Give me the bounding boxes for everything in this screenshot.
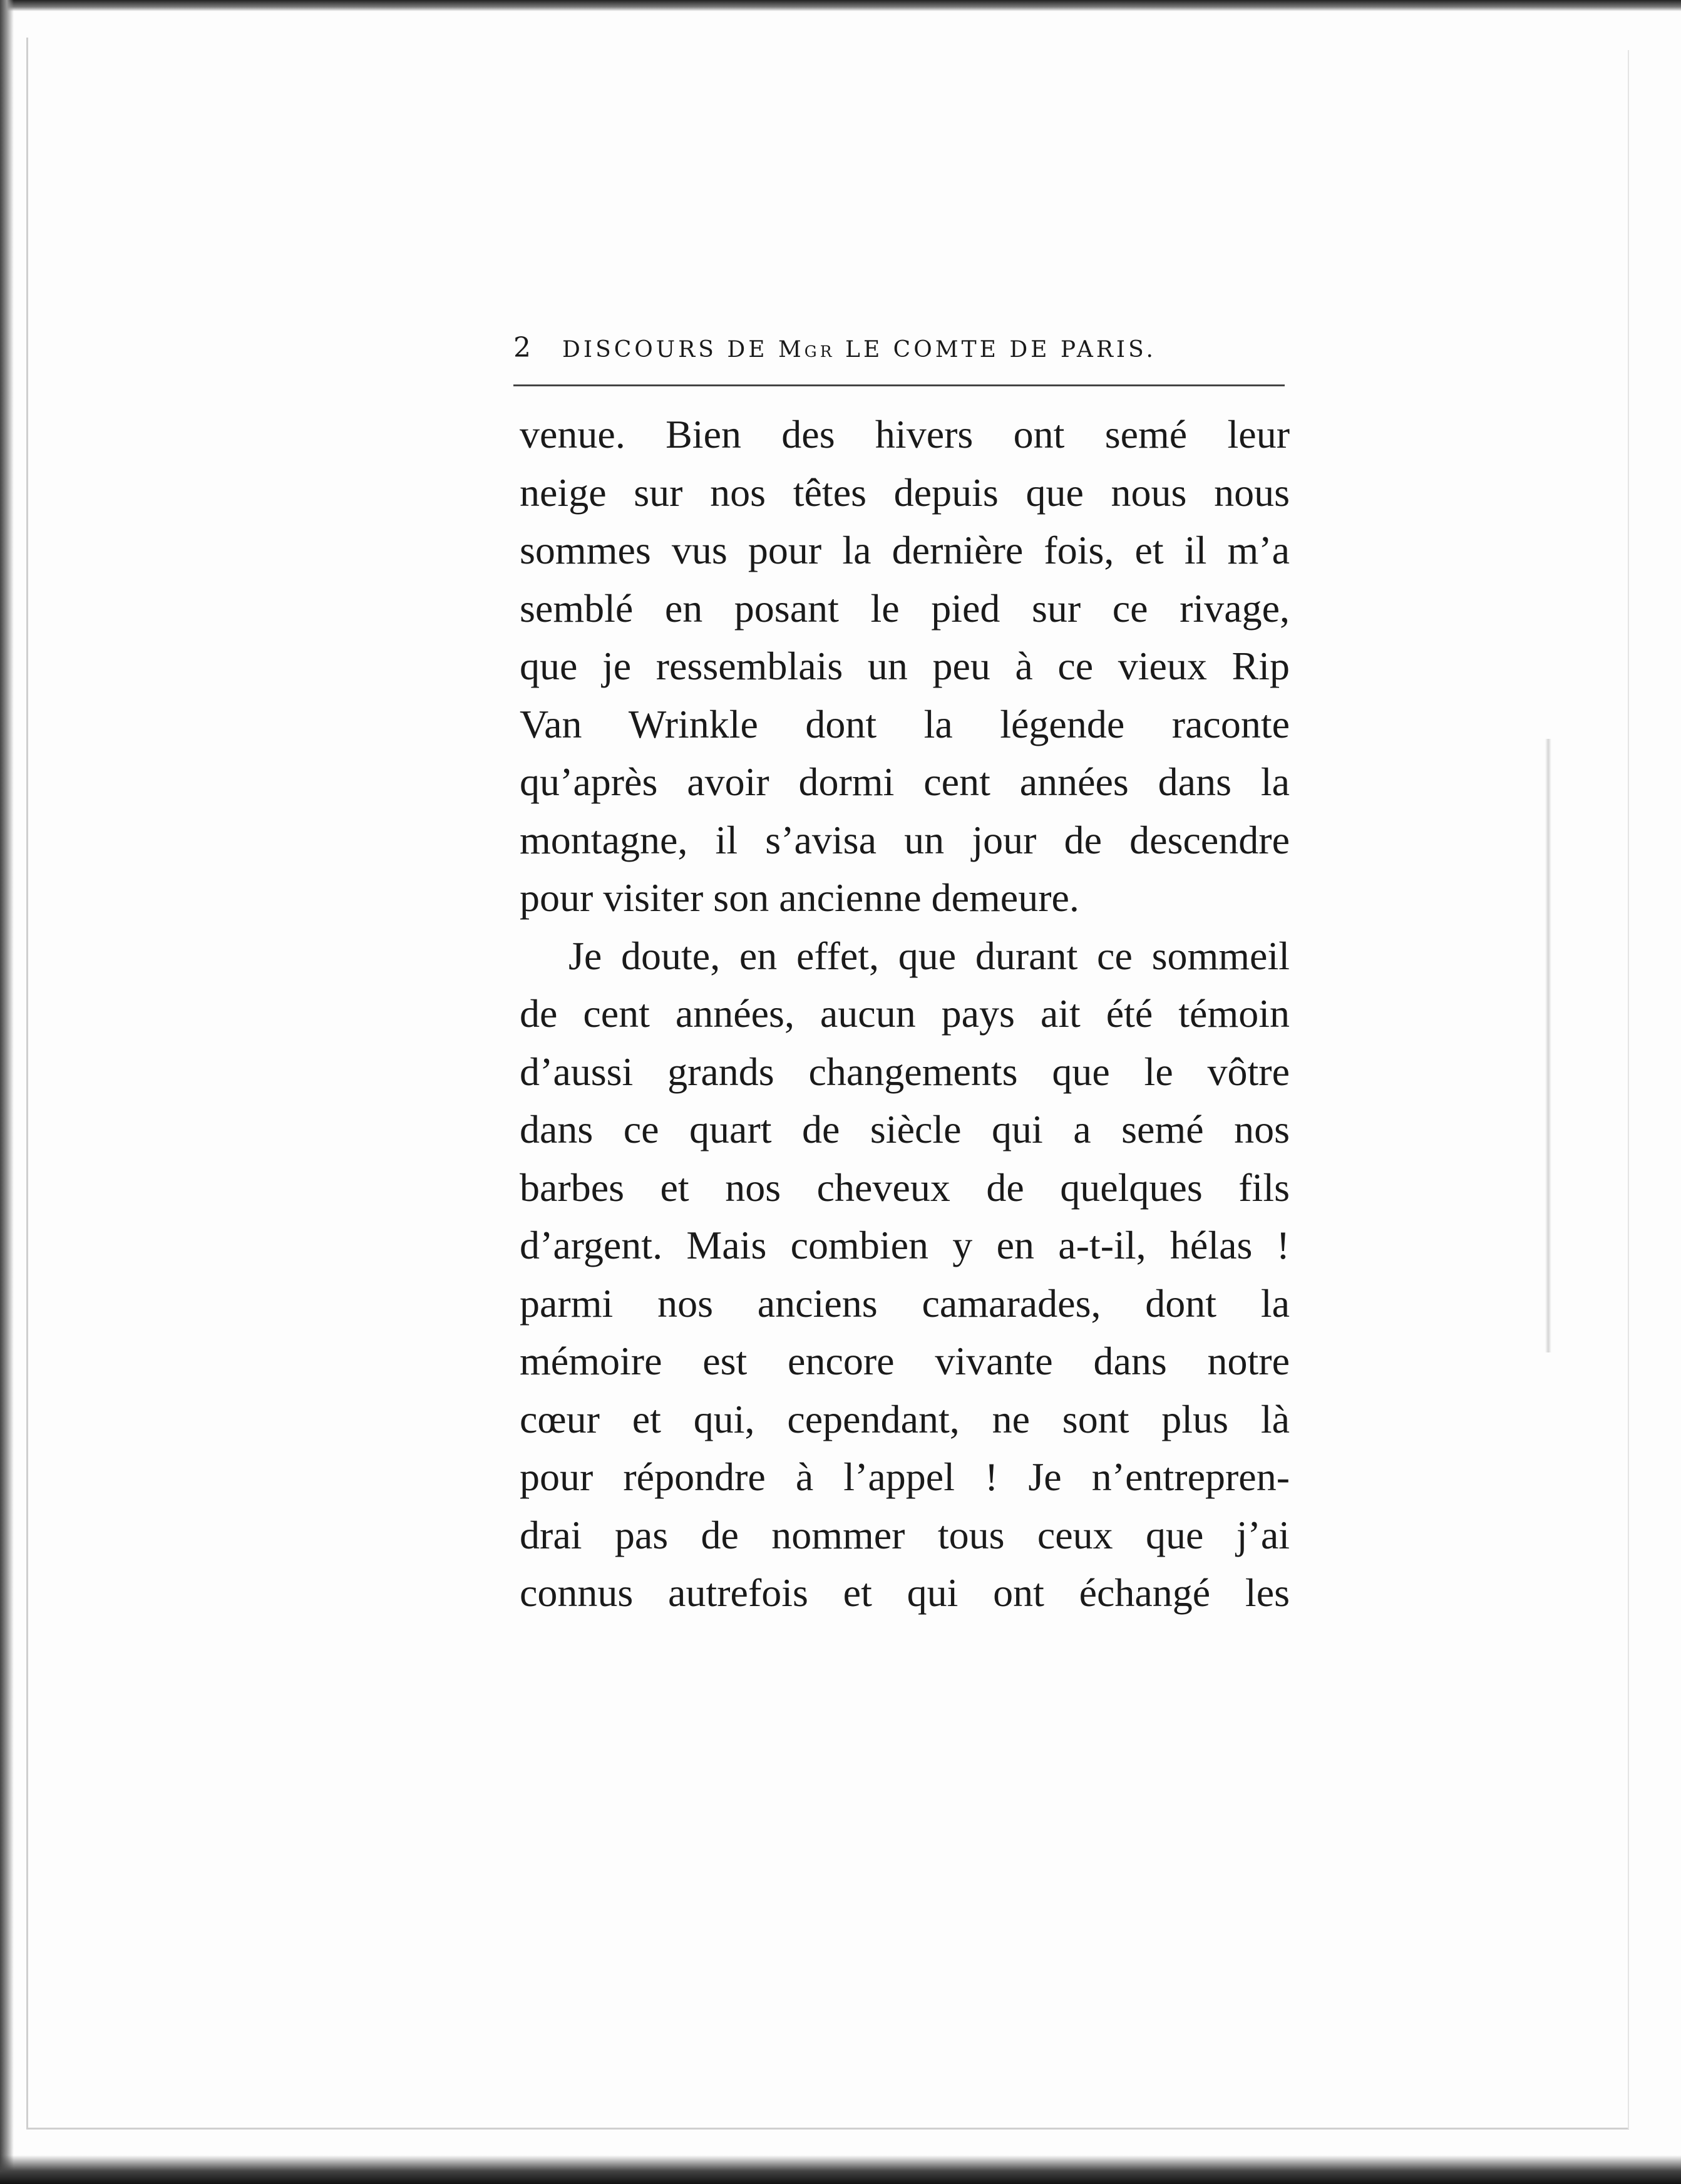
text-line: qu’après avoir dormi cent années dans la — [520, 760, 1290, 804]
text-line: que je ressemblais un peu à ce vieux Rip — [520, 644, 1290, 688]
text-line: Van Wrinkle dont la légende raconte — [520, 701, 1290, 746]
text-line: sommes vus pour la dernière fois, et il m’a — [520, 528, 1290, 572]
scan-edge-left — [0, 0, 14, 2184]
text-line: d’aussi grands changements que le vôtre — [520, 1049, 1290, 1094]
running-title: DISCOURS DE Mgr LE COMTE DE PARIS. — [562, 337, 1156, 363]
text-line: parmi nos anciens camarades, dont la — [520, 1280, 1290, 1326]
text-line: d’argent. Mais combien y en a-t-il, hélas ! — [520, 1223, 1290, 1267]
page-border-left — [26, 38, 28, 2129]
page-border-right — [1628, 50, 1629, 2129]
bleed-through-mark — [1545, 739, 1551, 1352]
text-line: de cent années, aucun pays ait été témoin — [520, 991, 1290, 1036]
header-rule — [513, 384, 1285, 386]
scan-edge-top — [0, 0, 1681, 11]
page-number: 2 — [513, 332, 531, 364]
text-line: semblé en posant le pied sur ce rivage, — [520, 585, 1290, 631]
text-line: mémoire est encore vivante dans notre — [520, 1339, 1290, 1383]
text-line: pour répondre à l’appel ! Je n’entrepren- — [520, 1455, 1290, 1499]
text-line: barbes et nos cheveux de quelques fils — [520, 1165, 1290, 1210]
page-border-bottom — [26, 2128, 1629, 2130]
text-line: connus autrefois et qui ont échangé les — [520, 1570, 1290, 1615]
text-line: cœur et qui, cependant, ne sont plus là — [520, 1396, 1290, 1441]
text-line: Je doute, en effet, que durant ce sommeil — [568, 933, 1290, 978]
text-line: dans ce quart de siècle qui a semé nos — [520, 1107, 1290, 1151]
text-line: pour visiter son ancienne demeure. — [520, 875, 1079, 920]
text-line: venue. Bien des hivers ont semé leur — [520, 412, 1290, 456]
text-line: neige sur nos têtes depuis que nous nous — [520, 470, 1290, 515]
text-line: montagne, il s’avisa un jour de descendre — [520, 817, 1290, 862]
text-line: drai pas de nommer tous ceux que j’ai — [520, 1512, 1290, 1557]
body-text — [520, 406, 1290, 1622]
scan-edge-bottom — [0, 2155, 1681, 2184]
page-header — [513, 332, 1290, 369]
